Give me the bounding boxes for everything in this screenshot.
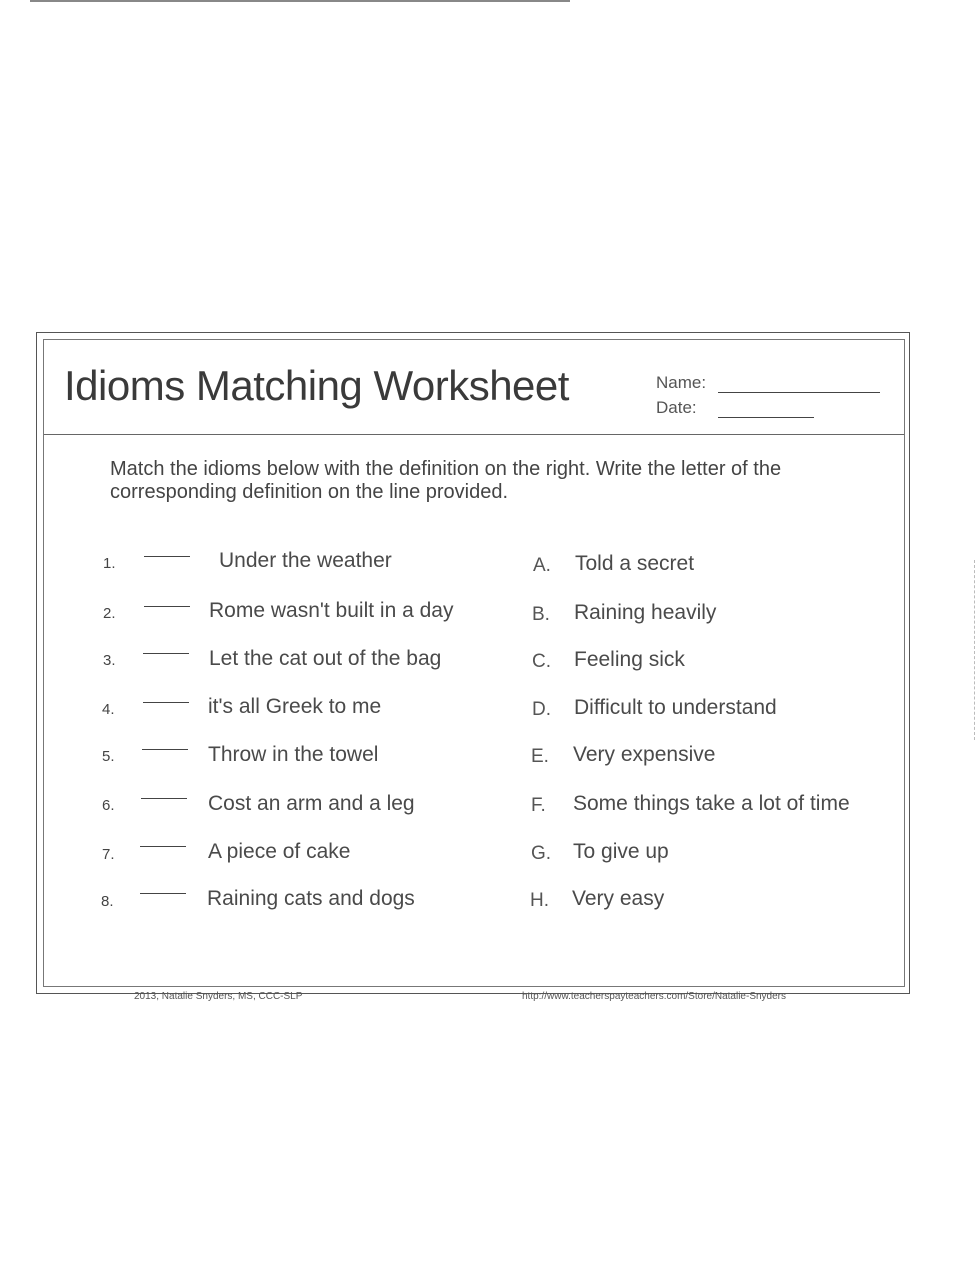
idiom-text: Under the weather	[219, 549, 392, 572]
definition-text: Very easy	[572, 887, 665, 910]
date-field[interactable]	[718, 401, 814, 418]
scan-edge-mark	[974, 560, 976, 740]
footer-url: http://www.teacherspayteachers.com/Store/Natalie-Snyders	[522, 991, 787, 1002]
instructions-text: Match the idioms below with the definition on the right. Write the letter of the corresponding definition on the line provided.	[110, 458, 782, 503]
idiom-text: Rome wasn't built in a day	[209, 599, 454, 622]
answer-blank[interactable]	[143, 653, 189, 654]
definition-letter: B.	[532, 604, 550, 625]
name-date-block	[656, 368, 880, 418]
definition-text: Very expensive	[573, 743, 716, 766]
date-label: Date:	[656, 398, 697, 417]
idiom-number: 5.	[102, 748, 115, 765]
idiom-text: A piece of cake	[208, 840, 351, 863]
definition-letter: D.	[532, 699, 551, 720]
definition-letter: F.	[531, 795, 546, 816]
definition-letter: G.	[531, 843, 552, 864]
footer-credit: 2013, Natalie Snyders, MS, CCC-SLP	[134, 991, 303, 1002]
worksheet-frame	[36, 332, 910, 994]
name-label: Name:	[656, 373, 707, 392]
definition-text: Told a secret	[575, 552, 695, 575]
idiom-text: Throw in the towel	[208, 743, 379, 766]
definition-text: Some things take a lot of time	[573, 792, 850, 815]
scan-edge-line	[30, 0, 570, 2]
answer-blank[interactable]	[144, 556, 190, 557]
worksheet-title: Idioms Matching Worksheet	[64, 362, 569, 409]
definition-text: To give up	[573, 840, 669, 863]
definition-letter: C.	[532, 651, 551, 672]
idiom-text: Let the cat out of the bag	[209, 647, 442, 670]
definition-text: Raining heavily	[574, 601, 717, 624]
worksheet-header	[44, 340, 904, 435]
answer-blank[interactable]	[141, 798, 187, 799]
idiom-number: 7.	[102, 846, 115, 863]
name-row	[656, 368, 880, 393]
idiom-text: Cost an arm and a leg	[208, 792, 415, 815]
idiom-number: 2.	[103, 605, 116, 622]
definition-letter: A.	[533, 555, 551, 576]
answer-blank[interactable]	[143, 702, 189, 703]
answer-blank[interactable]	[142, 749, 188, 750]
idiom-number: 8.	[101, 893, 114, 910]
idiom-number: 6.	[102, 797, 115, 814]
answer-blank[interactable]	[144, 606, 190, 607]
idiom-text: it's all Greek to me	[208, 695, 382, 718]
worksheet-inner-frame	[43, 339, 905, 987]
definition-letter: E.	[531, 746, 549, 767]
definition-text: Feeling sick	[574, 648, 685, 671]
idiom-number: 4.	[102, 701, 115, 718]
date-row	[656, 393, 880, 418]
answer-blank[interactable]	[140, 846, 186, 847]
idiom-number: 3.	[103, 652, 116, 669]
idiom-number: 1.	[103, 555, 116, 572]
answer-blank[interactable]	[140, 893, 186, 894]
name-field[interactable]	[718, 376, 880, 393]
definition-text: Difficult to understand	[574, 696, 777, 719]
definition-letter: H.	[530, 890, 549, 911]
idiom-text: Raining cats and dogs	[207, 887, 415, 910]
